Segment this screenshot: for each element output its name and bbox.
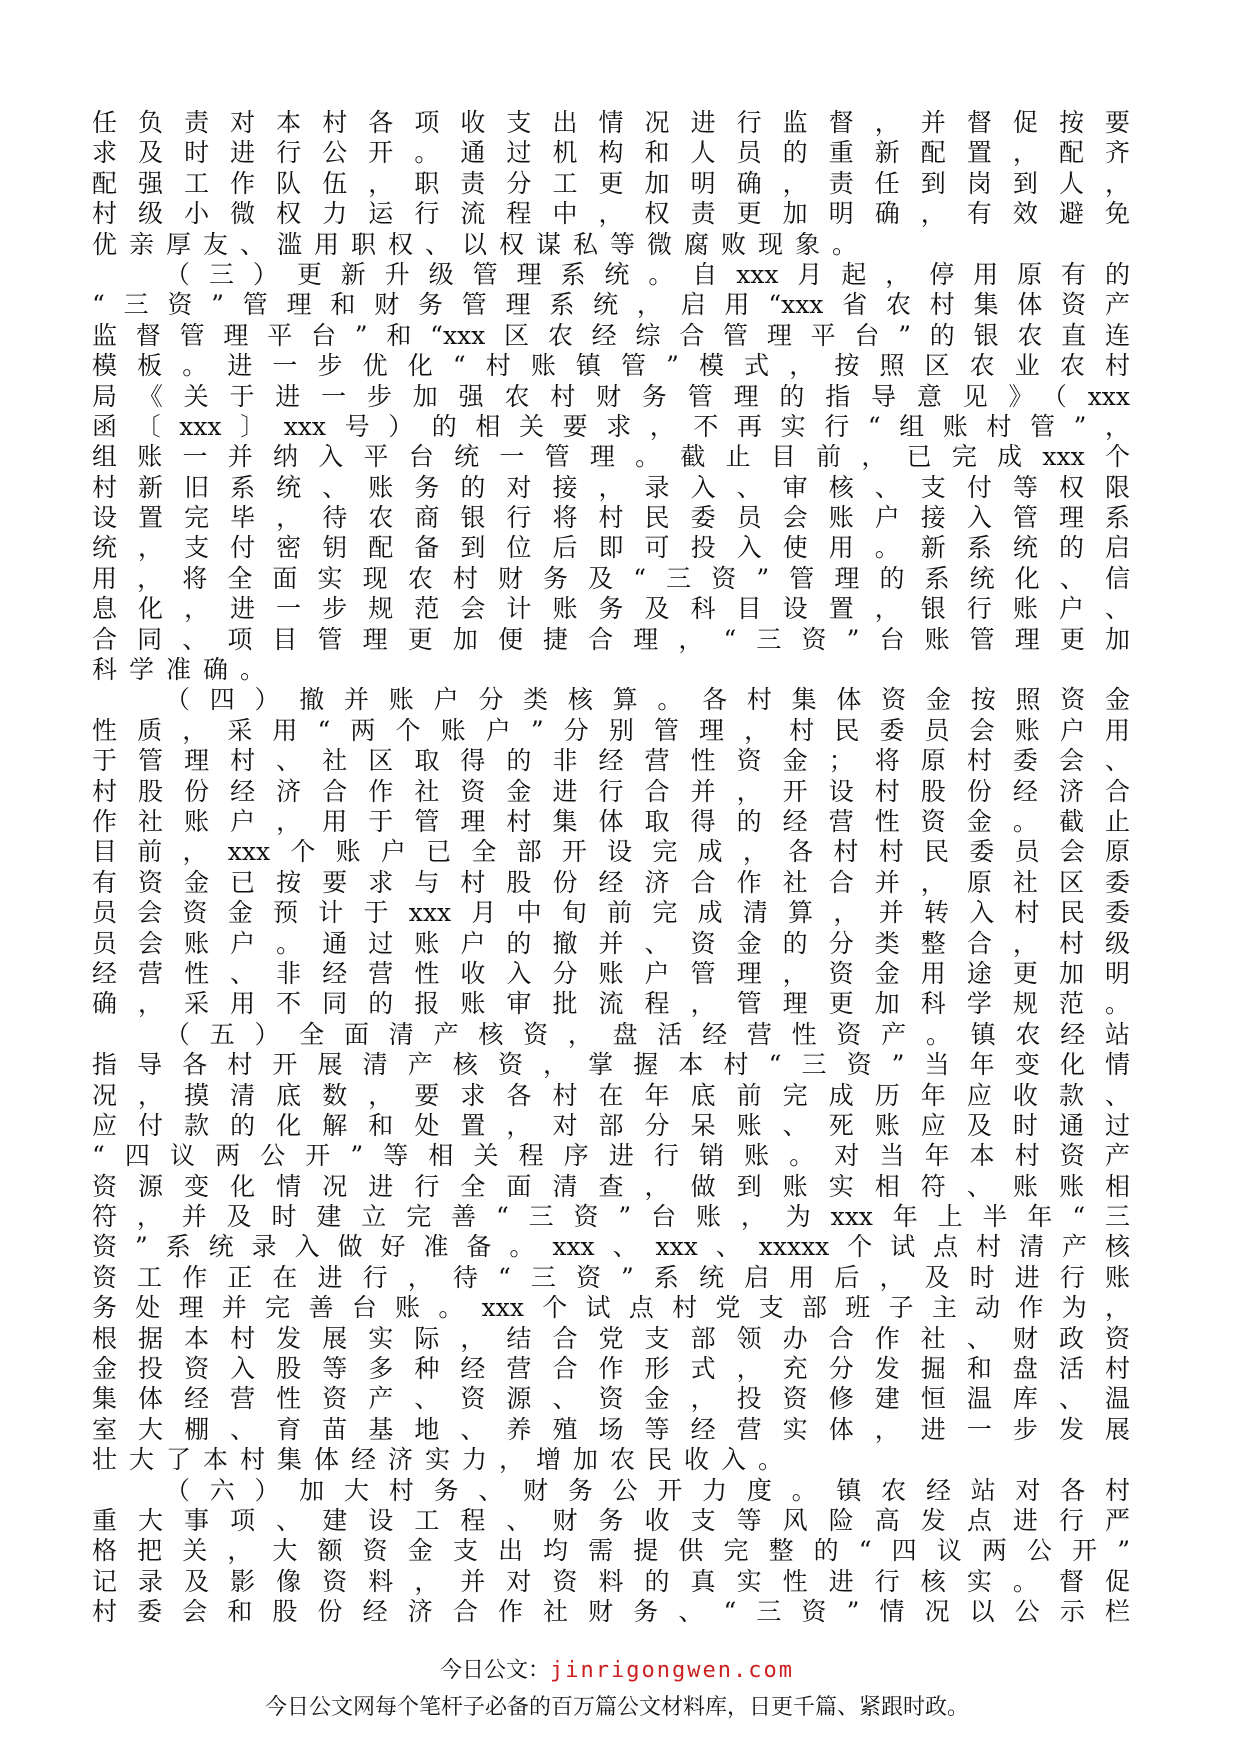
text-line: 根据本村发展实际，结合党支部领办合作社、财政资 <box>92 1323 1130 1353</box>
text-line: “四议两公开”等相关程序进行销账。对当年本村资产 <box>92 1141 1130 1171</box>
text-line: 任负责对本村各项收支出情况进行监督，并督促按要 <box>92 108 1130 137</box>
text-line: 记录及影像资料，并对资料的真实性进行核实。督促 <box>92 1566 1130 1596</box>
text-line: 确，采用不同的报账审批流程，管理更加科学规范。 <box>92 989 1130 1019</box>
text-line: 况，摸清底数，要求各村在年底前完成历年应收款、 <box>92 1080 1130 1110</box>
text-line: 村级小微权力运行流程中，权责更加明确，有效避免 <box>92 199 1130 229</box>
text-line: 村新旧系统、账务的对接，录入、审核、支付等权限 <box>92 472 1130 502</box>
text-line: 重大事项、建设工程、财务收支等风险高发点进行严 <box>92 1505 1130 1535</box>
text-line: 壮大了本村集体经济实力，增加农民收入。 <box>92 1445 796 1475</box>
footer-slogan: 今日公文网每个笔杆子必备的百万篇公文材料库，日更千篇、紧跟时政。 <box>264 1695 969 1720</box>
text-line: 合同、项目管理更加便捷合理，“三资”台账管理更加 <box>92 624 1130 654</box>
text-line: 息化，进一步规范会计账务及科目设置，银行账户、 <box>92 594 1130 624</box>
text-line: （四）撤并账户分类核算。各村集体资金按照资金 <box>165 685 1130 715</box>
text-line: 村股份经济合作社资金进行合并，开设村股份经济合 <box>92 776 1130 806</box>
text-line: 室大棚、育苗基地、养殖场等经营实体，进一步发展 <box>92 1414 1130 1444</box>
text-line: 村委会和股份经济合作社财务、“三资”情况以公示栏 <box>92 1597 1130 1627</box>
text-line: 格把关，大额资金支出均需提供完整的“四议两公开” <box>92 1536 1130 1566</box>
text-line: 统，支付密钥配备到位后即可投入使用。新系统的启 <box>92 533 1130 563</box>
text-line: 模板。进一步优化“村账镇管”模式，按照区农业农村 <box>92 351 1130 381</box>
text-line: 务处理并完善台账。xxx个试点村党支部班子主动作为， <box>92 1293 1130 1323</box>
footer-site-line <box>0 1656 1234 1686</box>
text-line: 监督管理平台”和“xxx区农经综合管理平台”的银农直连 <box>92 320 1130 350</box>
text-line: “三资”管理和财务管理系统，启用“xxx省农村集体资产 <box>92 290 1130 320</box>
text-line: 符，并及时建立完善“三资”台账，为xxx年上半年“三 <box>92 1202 1130 1232</box>
footer-site-label: 今日公文： <box>440 1658 551 1683</box>
footer-site-link[interactable]: jinrigongwen.com <box>550 1658 794 1683</box>
text-line: 组账一并纳入平台统一管理。截止目前，已完成xxx个 <box>92 442 1130 472</box>
text-line: 资源变化情况进行全面清查，做到账实相符、账账相 <box>92 1171 1130 1201</box>
text-line: 应付款的化解和处置，对部分呆账、死账应及时通过 <box>92 1110 1130 1140</box>
text-line: （三）更新升级管理系统。自xxx月起，停用原有的 <box>165 259 1130 289</box>
text-line: 优亲厚友、滥用职权、以权谋私等微腐败现象。 <box>92 229 870 259</box>
text-line: 经营性、非经营性收入分账户管理，资金用途更加明 <box>92 958 1130 988</box>
document-body <box>92 108 1130 1628</box>
text-line: 作社账户，用于管理村集体取得的经营性资金。截止 <box>92 806 1130 836</box>
text-line: 员会资金预计于xxx月中旬前完成清算，并转入村民委 <box>92 898 1130 928</box>
text-line: 设置完毕，待农商银行将村民委员会账户接入管理系 <box>92 503 1130 533</box>
text-line: 金投资入股等多种经营合作形式，充分发掘和盘活村 <box>92 1354 1130 1384</box>
text-line: 指导各村开展清产核资，掌握本村“三资”当年变化情 <box>92 1050 1130 1080</box>
text-line: 于管理村、社区取得的非经营性资金；将原村委会、 <box>92 746 1130 776</box>
text-line: 集体经营性资产、资源、资金，投资修建恒温库、温 <box>92 1384 1130 1414</box>
text-line: 科学准确。 <box>92 655 278 685</box>
text-line: 配强工作队伍，职责分工更加明确，责任到岗到人， <box>92 168 1130 198</box>
text-line: 有资金已按要求与村股份经济合作社合并，原社区委 <box>92 867 1130 897</box>
text-line: 用，将全面实现农村财务及“三资”管理的系统化、信 <box>92 563 1130 593</box>
text-line: 资工作正在进行，待“三资”系统启用后，及时进行账 <box>92 1262 1130 1292</box>
text-line: 目前，xxx个账户已全部开设完成，各村村民委员会原 <box>92 837 1130 867</box>
text-line: （六）加大村务、财务公开力度。镇农经站对各村 <box>165 1475 1130 1505</box>
text-line: 资”系统录入做好准备。xxx、xxx、xxxxx个试点村清产核 <box>92 1232 1130 1262</box>
text-line: 员会账户。通过账户的撤并、资金的分类整合，村级 <box>92 928 1130 958</box>
text-line: 局《关于进一步加强农村财务管理的指导意见》（xxx <box>92 381 1130 411</box>
text-line: 求及时进行公开。通过机构和人员的重新配置，配齐 <box>92 138 1130 168</box>
text-line: （五）全面清产核资，盘活经营性资产。镇农经站 <box>165 1019 1130 1049</box>
text-line: 函〔xxx〕xxx号）的相关要求，不再实行“组账村管”， <box>92 411 1130 441</box>
text-line: 性质，采用“两个账户”分别管理，村民委员会账户用 <box>92 715 1130 745</box>
